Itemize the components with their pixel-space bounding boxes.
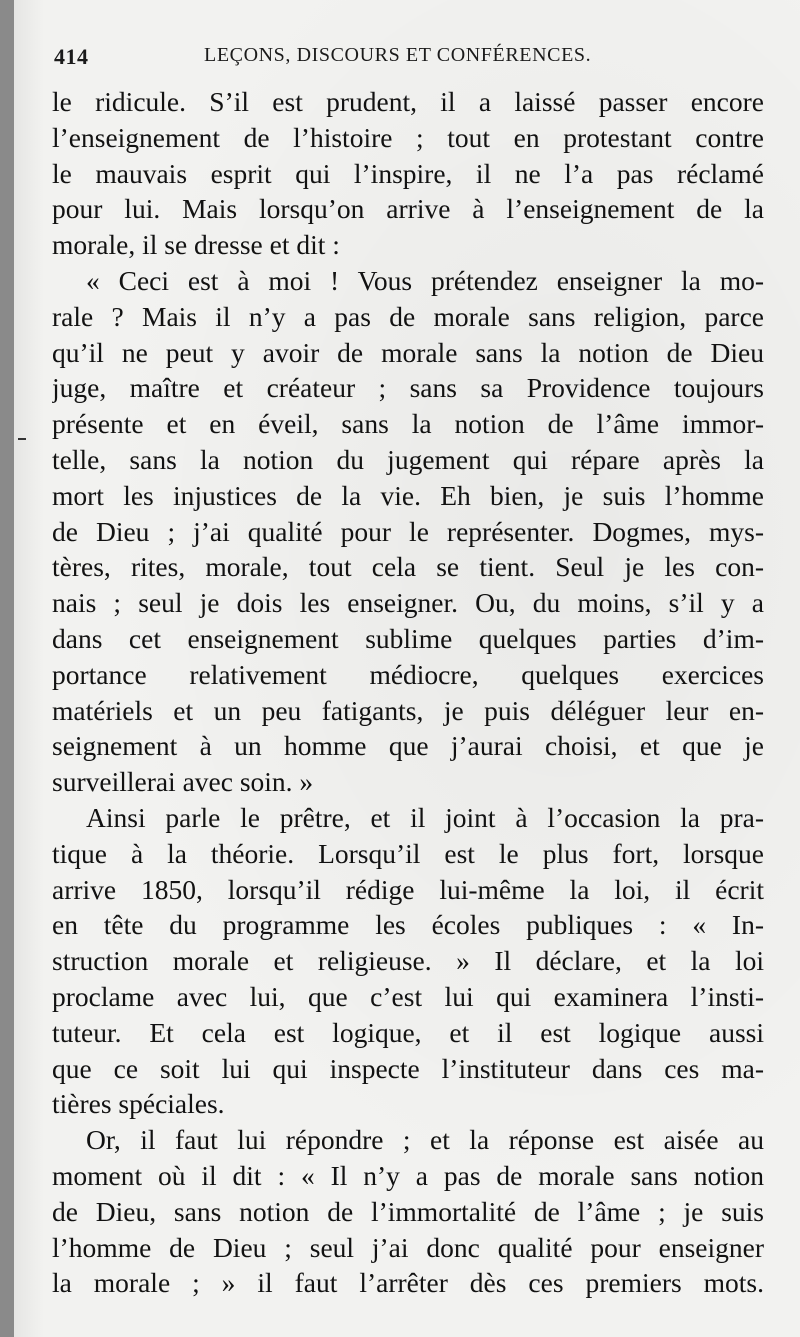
text-line: seignement à un homme que j’aurai choisi, et que je	[52, 730, 764, 762]
text-line: pour lui. Mais lorsqu’on arrive à l’enseignement de la	[52, 193, 764, 225]
text-line: proclame avec lui, que c’est lui qui examinera l’insti-	[52, 980, 764, 1012]
text-line: que ce soit lui qui inspecte l’instituteur dans ces ma-	[52, 1052, 764, 1084]
text-line: struction morale et religieuse. » Il déclare, et la loi	[52, 945, 764, 977]
page-number: 414	[54, 44, 89, 69]
text-line: de Dieu, sans notion de l’immortalité de l’âme ; je suis	[52, 1195, 764, 1227]
text-line: tières spéciales.	[52, 1088, 225, 1120]
text-line: dans cet enseignement sublime quelques parties d’im-	[52, 622, 764, 654]
text-line: Ainsi parle le prêtre, et il joint à l’occasion la pra-	[86, 801, 764, 833]
text-line: qu’il ne peut y avoir de morale sans la notion de Dieu	[52, 336, 764, 368]
book-page	[14, 0, 800, 1337]
text-line: l’homme de Dieu ; seul j’ai donc qualité pour enseigner	[52, 1231, 764, 1263]
text-line: rale ? Mais il n’y a pas de morale sans religion, parce	[52, 300, 764, 332]
text-line: de Dieu ; j’ai qualité pour le représenter. Dogmes, mys-	[52, 515, 764, 547]
text-line: la morale ; » il faut l’arrêter dès ces premiers mots.	[52, 1267, 764, 1299]
text-line: telle, sans la notion du jugement qui répare après la	[52, 443, 764, 475]
text-line: présente et en éveil, sans la notion de l’âme immor-	[52, 408, 764, 440]
text-line: « Ceci est à moi ! Vous prétendez enseigner la mo-	[86, 264, 764, 296]
text-line: morale, il se dresse et dit :	[52, 229, 340, 261]
running-head: LEÇONS, DISCOURS ET CONFÉRENCES.	[204, 44, 592, 66]
text-line: matériels et un peu fatigants, je puis déléguer leur en-	[52, 694, 764, 726]
text-line: portance relativement médiocre, quelques exercices	[52, 658, 764, 690]
text-line: tique à la théorie. Lorsqu’il est le plus fort, lorsque	[52, 837, 764, 869]
text-line: juge, maître et créateur ; sans sa Providence toujours	[52, 372, 764, 404]
text-line: mort les injustices de la vie. Eh bien, je suis l’homme	[52, 479, 764, 511]
text-line: surveillerai avec soin. »	[52, 766, 314, 798]
text-line: nais ; seul je dois les enseigner. Ou, du moins, s’il y a	[52, 587, 764, 619]
text-line: tères, rites, morale, tout cela se tient. Seul je les con-	[52, 551, 764, 583]
body-text	[52, 84, 764, 1301]
text-line: Or, il faut lui répondre ; et la réponse est aisée au	[86, 1124, 764, 1156]
text-line: tuteur. Et cela est logique, et il est logique aussi	[52, 1016, 764, 1048]
text-line: le ridicule. S’il est prudent, il a laissé passer encore	[52, 86, 764, 117]
text-line: en tête du programme les écoles publiques : « In-	[52, 909, 764, 941]
text-line: l’enseignement de l’histoire ; tout en protestant contre	[52, 121, 764, 153]
text-line: le mauvais esprit qui l’inspire, il ne l’a pas réclamé	[52, 157, 764, 189]
margin-mark	[18, 438, 26, 440]
text-line: moment où il dit : « Il n’y a pas de morale sans notion	[52, 1159, 764, 1191]
page-header	[54, 36, 754, 76]
text-line: arrive 1850, lorsqu’il rédige lui-même la loi, il écrit	[52, 873, 764, 905]
